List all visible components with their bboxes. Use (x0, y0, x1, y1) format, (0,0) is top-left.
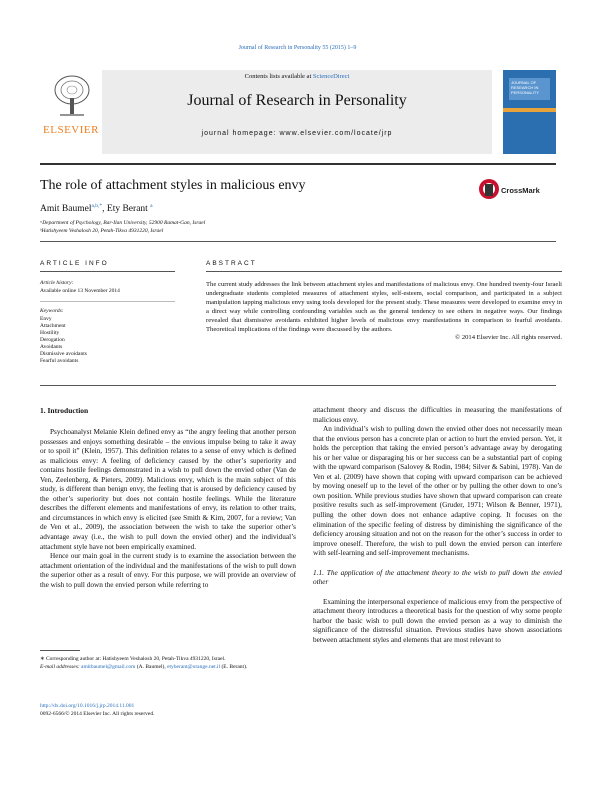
corresponding-author-note: ∗ Corresponding author at: Hatishyeem Veshalosh 20, Petah-Tikva 4931220, Israel. (40, 656, 226, 662)
keyword: Dismissive avoidants (40, 351, 87, 357)
abstract-rule (206, 271, 562, 272)
journal-header (40, 70, 492, 154)
affiliation-a: ᵃDepartment of Psychology, Bar-Ilan University, 52900 Ramat-Gan, Israel (40, 220, 206, 226)
email-link[interactable]: amitbaumel@gmail.com (81, 663, 136, 670)
history-value: Available online 13 November 2014 (40, 288, 120, 294)
article-info-rule (40, 271, 175, 272)
author-affil-sup[interactable]: a,b,* (91, 203, 103, 209)
cover-stripe (503, 108, 556, 112)
crossmark-label: CrossMark (501, 186, 540, 195)
affiliation-b: ᵇHatishyeem Veshalosh 20, Petah-Tikva 4931220, Israel (40, 228, 164, 234)
journal-title: Journal of Research in Personality (187, 92, 407, 109)
email-link[interactable]: etyberant@orange.net.il (167, 663, 221, 670)
keyword: Fearful avoidants (40, 358, 79, 364)
abstract-heading: ABSTRACT (206, 260, 257, 267)
header-rule (40, 163, 556, 165)
author-affil-sup[interactable]: a (150, 203, 153, 209)
article-title: The role of attachment styles in malicious envy (40, 178, 306, 193)
elsevier-tree-icon (52, 74, 92, 116)
keyword: Attachment (40, 323, 66, 329)
email-note: E-mail addresses: amitbaumel@gmail.com (A. Baumel), etyberant@orange.net.il (E. Berant). (40, 663, 248, 670)
journal-homepage[interactable]: journal homepage: www.elsevier.com/locate/jrp (201, 130, 393, 137)
history-label: Article history: (40, 280, 74, 286)
keyword: Avoidants (40, 344, 63, 350)
keyword-list (40, 316, 87, 365)
doi-link[interactable]: http://dx.doi.org/10.1016/j.jrp.2014.11.001 (40, 703, 135, 709)
paragraph: Psychoanalyst Melanie Klein defined envy as “the angry feeling that another person possesses and enjoys something desirable – the envious impulse being to take it away or to spoil it” (Klein, 1957). This definition relates to a sense of envy which is defined as malicious envy: A feeling of deficiency caused by the other’s superiority and contains hostile feelings demonstrated in a wish to pull down the envied other (Van de Ven, Zeelenberg, & Pieters, 2009). Malicious envy, which is the main subject of this study, is different than benign envy, the feeling that is aroused by deficiency caused by the other’s superiority but does not contain hostile feelings. While the literature describes the different elements and manifestations of envy, its relation to other traits, and circumstances in which envy is elicited (see Smith & Kim, 2007, for a review; Van de Ven et al., 2009), the association between the wish to take the superior other’s advantage away (i.e., the wish to pull down the envied other) and the individual’s attachment style have not been empirically examined. (40, 428, 296, 551)
section-heading-introduction: 1. Introduction (40, 406, 89, 415)
affiliation-rule (40, 241, 556, 242)
paragraph: An individual’s wish to pulling down the envied other does not necessarily mean that the envious person has a concrete plan or action to hurt the envied person. Yet, it holds the perception that taking the envied person’s advantage away by derogating his or her value or disparaging his or her success can be a substantial part of coping with the upward comparison (Salovey & Rodin, 1984; Silver & Sabini, 1978). Van de Ven et al. (2009) have shown that coping with upward comparison can be achieved by moving oneself up to the level of the other or by pulling the other down to one’s own position. While previous studies have shown that upward comparison can create positive results such as self-improvement (Gruder, 1971; Wilson & Benner, 1971), pulling the other down does not enhance adaptive coping. It focuses on the elimination of the specific feeling of distress by diminishing the significance of the deficiency arousing situation and not on the reason for the other’s success in order to improve oneself. Therefore, the wish to pull down the envied person can interfere with self-learning and self-improvement mechanisms. (313, 425, 562, 558)
keyword: Hostility (40, 330, 60, 336)
footnotes (40, 656, 296, 671)
author-name: , Ety Berant (102, 204, 148, 215)
footnote-rule (40, 650, 80, 651)
abstract-text: The current study addresses the link between attachment styles and manifestations of malicious envy. One hundred twenty-four Israeli undergraduate students completed measures of attachment styles, self-esteem, social comparison, and participated in a subject manipulation tapping malicious envy using tools developed for the present study. These measures were developed to examine envy in a direct way while controlling confounding variables such as the general tendency to see others in negative ways. Our findings revealed that dismissive avoidants exhibited higher levels of malicious envy manifestations in comparison to fearful avoidants. Theoretical implications of the findings were discussed by the authors. © 2014 Elsevier Inc. All rights reserved. (206, 281, 562, 342)
article-info-heading: ARTICLE INFO (40, 260, 109, 267)
crossmark-icon[interactable] (478, 178, 548, 200)
author-name: Amit Baumel (40, 204, 92, 215)
paragraph: attachment theory and discuss the difficulties in measuring the manifestations of malicious envy. (313, 406, 562, 424)
cover-title-block: JOURNAL OF RESEARCH IN PERSONALITY (509, 78, 550, 100)
keyword: Derogation (40, 337, 65, 343)
paragraph: Examining the interpersonal experience of malicious envy from the perspective of attachment theory introduces a theoretical basis for the question of why some people harbor the basic wish to pull down the envied person as a way to diminish the significance of the distressful situation. Previous studies have shown associations between attachment styles and elements that are most relevant to (313, 597, 562, 645)
body-column-right (313, 406, 562, 646)
abstract-copyright: © 2014 Elsevier Inc. All rights reserved. (455, 334, 562, 342)
body-column-left (40, 428, 296, 590)
keywords-rule (40, 301, 175, 302)
elsevier-wordmark: ELSEVIER (43, 124, 99, 136)
keywords-label: Keywords: (40, 308, 64, 314)
authors (40, 203, 153, 214)
keyword: Envy (40, 316, 52, 322)
paragraph: Hence our main goal in the current study is to examine the association between the attachment orientation of the individual and the manifestations of the wish to pull down the superior other as a result of envy. For this purpose, we will provide an overview of the wish to pull down the envied person while referring to (40, 552, 296, 589)
subsection-heading: 1.1. The application of the attachment theory to the wish to pull down the envied other (313, 568, 562, 587)
contents-line: Contents lists available at ScienceDirect (244, 73, 350, 80)
sciencedirect-link[interactable]: ScienceDirect (312, 73, 350, 80)
issn-line: 0092-6566/© 2014 Elsevier Inc. All rights reserved. (40, 711, 155, 717)
journal-reference[interactable]: Journal of Research in Personality 55 (2015) 1–9 (238, 45, 357, 51)
abstract-bottom-rule (40, 385, 556, 386)
